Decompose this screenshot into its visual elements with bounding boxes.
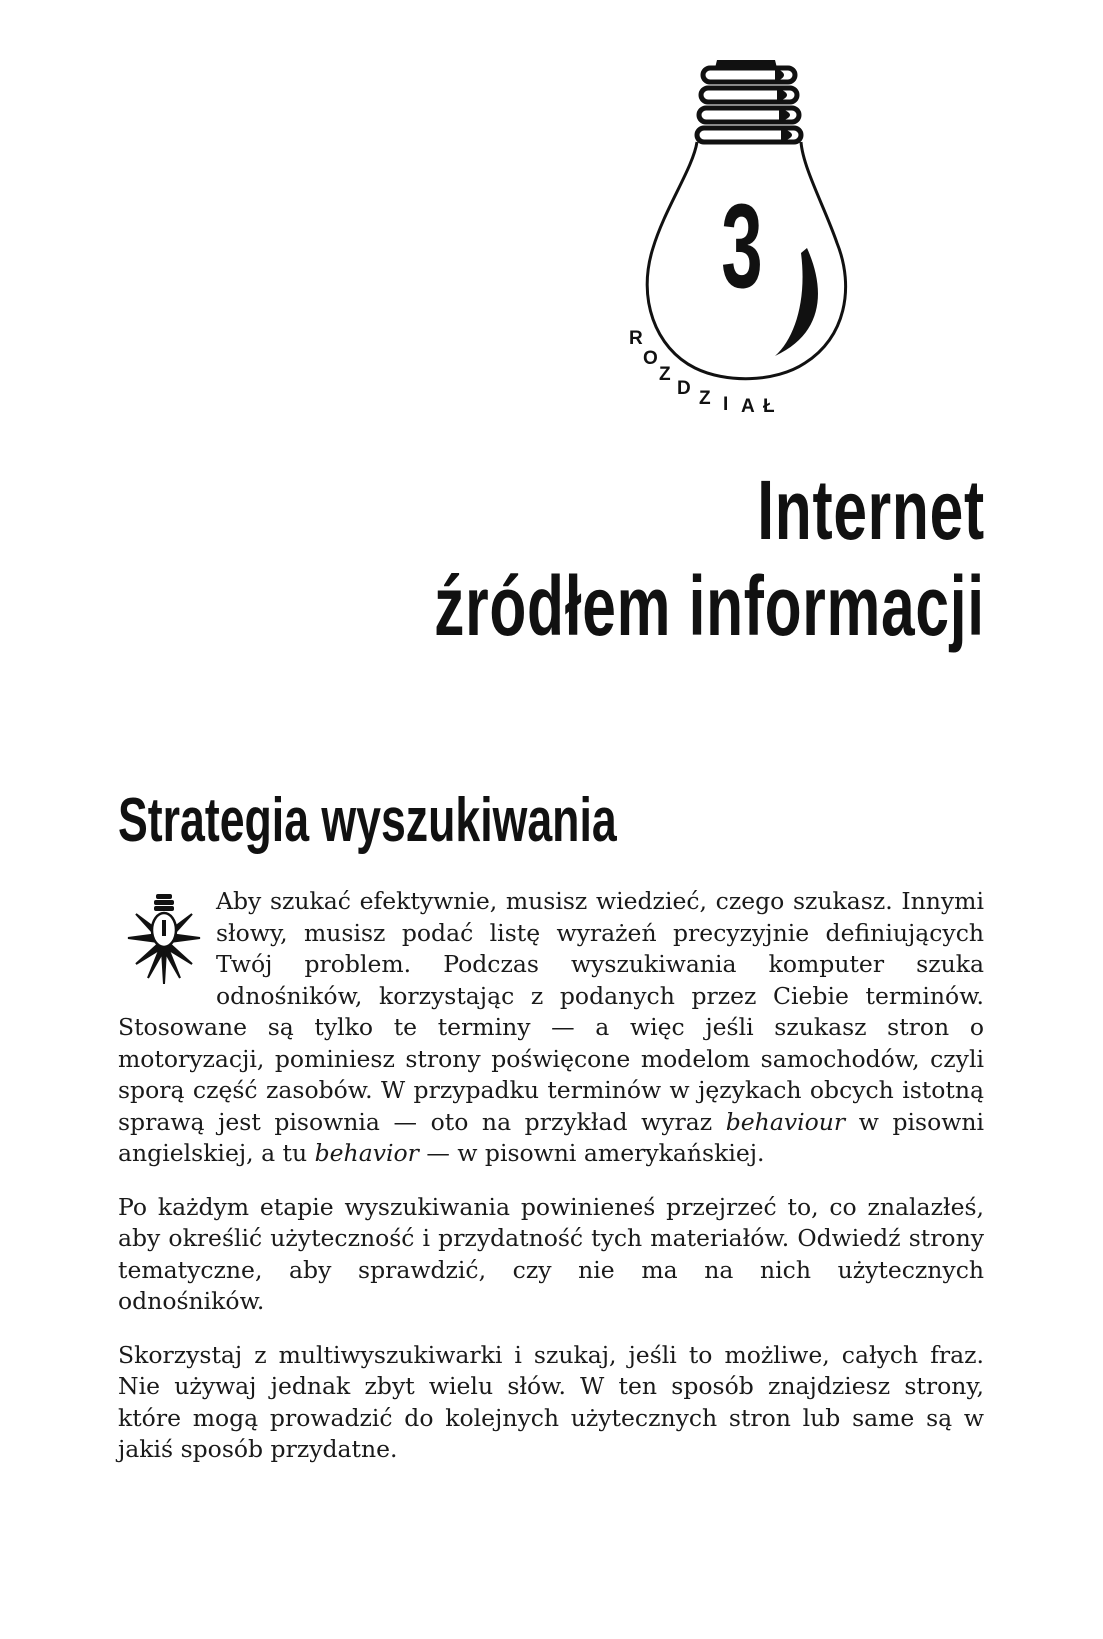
- shining-bulb-icon: [118, 888, 210, 984]
- paragraph-1: [118, 886, 984, 1170]
- paragraph-1-text-b: w pisowni angielskiej, a tu: [118, 1107, 984, 1167]
- paragraph-1-text-a: Aby szukać efektywnie, musisz wiedzieć, czego szukasz. Innymi słowy, musisz podać listę wyrażeń precyzyjnie definiujących Twój problem. Podczas wyszukiwania komputer szuka odnośników, korzystając z podanych przez Ciebie terminów. Stosowane są tylko te terminy — a więc jeśli szukasz stron o motoryzacji, pominiesz strony poświęcone modelom samochodów, czyli sporą część zasobów. W przypadku terminów w językach obcych istotną sprawą jest pisownia — oto na przykład wyraz: [118, 887, 984, 1136]
- section-heading: Strategia wyszukiwania: [118, 786, 617, 855]
- body-text: [118, 886, 984, 1488]
- chapter-bulb: [625, 38, 895, 458]
- paragraph-1-term-american: behavior: [314, 1139, 419, 1167]
- paragraph-3: Skorzystaj z multiwyszukiwarki i szukaj, jeśli to możliwe, całych fraz. Nie używaj jednak zbyt wielu słów. W ten sposób znajdziesz strony, które mogą prowadzić do kolejnych użytecznych stron lub same są w jakiś sposób przydatne.: [118, 1340, 984, 1463]
- chapter-title: [434, 462, 985, 654]
- chapter-title-line-2: źródłem informacji: [434, 559, 985, 653]
- paragraph-1-text-c: — w pisowni amerykańskiej.: [418, 1139, 765, 1167]
- chapter-label: R O Z D Z I A Ł: [629, 328, 775, 417]
- chapter-number: 3: [721, 179, 763, 313]
- paragraph-1-term-british: behaviour: [725, 1107, 846, 1136]
- chapter-title-line-1: Internet: [757, 463, 985, 557]
- paragraph-2: Po każdym etapie wyszukiwania powinieneś przejrzeć to, co znalazłeś, aby określić użyteczność i przydatność tych materiałów. Odwiedź strony tematyczne, aby sprawdzić, czy nie ma na nich użytecznych odnośników.: [118, 1192, 984, 1315]
